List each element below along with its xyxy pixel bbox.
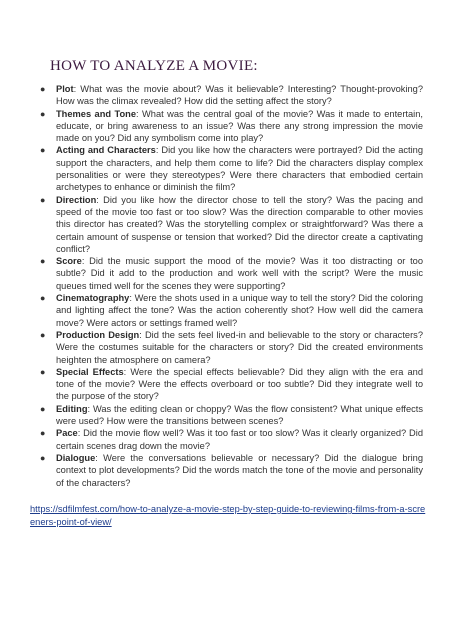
bullet-icon: ● — [40, 366, 46, 377]
item-text: : Did you like how the director chose to tell the story? Was the pacing and speed of the movie too fast or too slow? Was the direction comparable to other movies this director has created? Was the storytelling complex or straightforward? Was there a certain amount of suspense or tension that worked? Did the director create a captivating conflict? — [56, 194, 423, 254]
criteria-list — [38, 83, 423, 489]
item-text: : Did the sets feel lived-in and believable to the story or characters? Were the costumes suitable for the characters or story? Did the created environments heighten the atmosphere on camera? — [56, 329, 423, 365]
item-term: Plot — [56, 84, 74, 94]
item-text: : Was the editing clean or choppy? Was the flow consistent? What unique effects were used? How were the transitions between scenes? — [56, 403, 423, 427]
bullet-icon: ● — [40, 145, 46, 156]
item-term: Acting and Characters — [56, 145, 156, 156]
list-item-acting-and-characters — [38, 144, 423, 193]
item-text: : Were the conversations believable or necessary? Did the dialogue bring context to plot developments? Did the words match the tone of the movie and personality of the characters? — [56, 452, 423, 488]
list-item-pace — [38, 427, 423, 452]
item-text: : Did you like how the characters were portrayed? Did the acting support the characters, and help them come to life? Did the characters display complex personalities or were they stereotypes? Were there characters that embodied certain archetypes to enhance or diminish the film? — [56, 145, 424, 193]
page-title: HOW TO ANALYZE A MOVIE: — [50, 58, 258, 74]
item-term: Special Effects — [56, 366, 124, 377]
item-text: : What was the central goal of the movie? Was it made to entertain, educate, or bring awareness to an issue? Was there any strong impression the movie made on you? Did any symbolism come into play? — [56, 108, 423, 144]
list-item-dialogue — [38, 452, 423, 489]
item-term: Dialogue — [56, 452, 96, 463]
list-item-plot — [38, 83, 423, 108]
list-item-direction — [38, 194, 423, 255]
list-item-production-design — [38, 329, 423, 366]
item-term: Production Design — [56, 329, 140, 340]
item-text: : What was the movie about? Was it believable? Interesting? Thought-provoking? How was the climax revealed? How did the setting affect the story? — [56, 84, 423, 107]
item-text: : Were the special effects believable? Did they align with the era and tone of the movie? Were the effects overboard or too subtle? Did they integrate well to the purpose of the story? — [56, 366, 423, 402]
list-item-special-effects — [38, 366, 423, 403]
bullet-icon: ● — [40, 428, 46, 439]
bullet-icon: ● — [40, 256, 46, 267]
bullet-icon: ● — [40, 452, 46, 463]
item-term: Editing — [56, 403, 88, 414]
bullet-icon: ● — [40, 329, 46, 340]
bullet-icon: ● — [40, 403, 46, 414]
item-term: Cinematography — [56, 293, 130, 304]
item-text: : Did the music support the mood of the movie? Was it too distracting or too subtle? Did it add to the production and work well with the script? Were the music queues timed well for the scenes they were supporting? — [56, 256, 423, 291]
list-item-cinematography — [38, 292, 423, 329]
list-item-editing — [38, 403, 423, 428]
item-text: : Were the shots used in a unique way to tell the story? Did the coloring and lighting affect the tone? Was the action coherently shot? How well did the camera move? Were actors or settings framed well? — [56, 293, 423, 328]
list-item-themes-and-tone — [38, 108, 423, 145]
bullet-icon: ● — [40, 108, 46, 119]
list-item-score — [38, 255, 423, 292]
item-term: Pace — [56, 428, 78, 439]
bullet-icon: ● — [40, 84, 46, 94]
item-term: Score — [56, 256, 82, 267]
bullet-icon: ● — [40, 293, 46, 304]
bullet-icon: ● — [40, 194, 46, 205]
item-term: Themes and Tone — [56, 108, 137, 119]
item-text: : Did the movie flow well? Was it too fast or too slow? Was it clearly organized? Did certain scenes drag down the movie? — [56, 428, 423, 451]
item-term: Direction — [56, 194, 97, 205]
source-link[interactable]: https://sdfilmfest.com/how-to-analyze-a-movie-step-by-step-guide-to-reviewing-films-from-a-screeners-point-of-view/ — [30, 504, 426, 527]
